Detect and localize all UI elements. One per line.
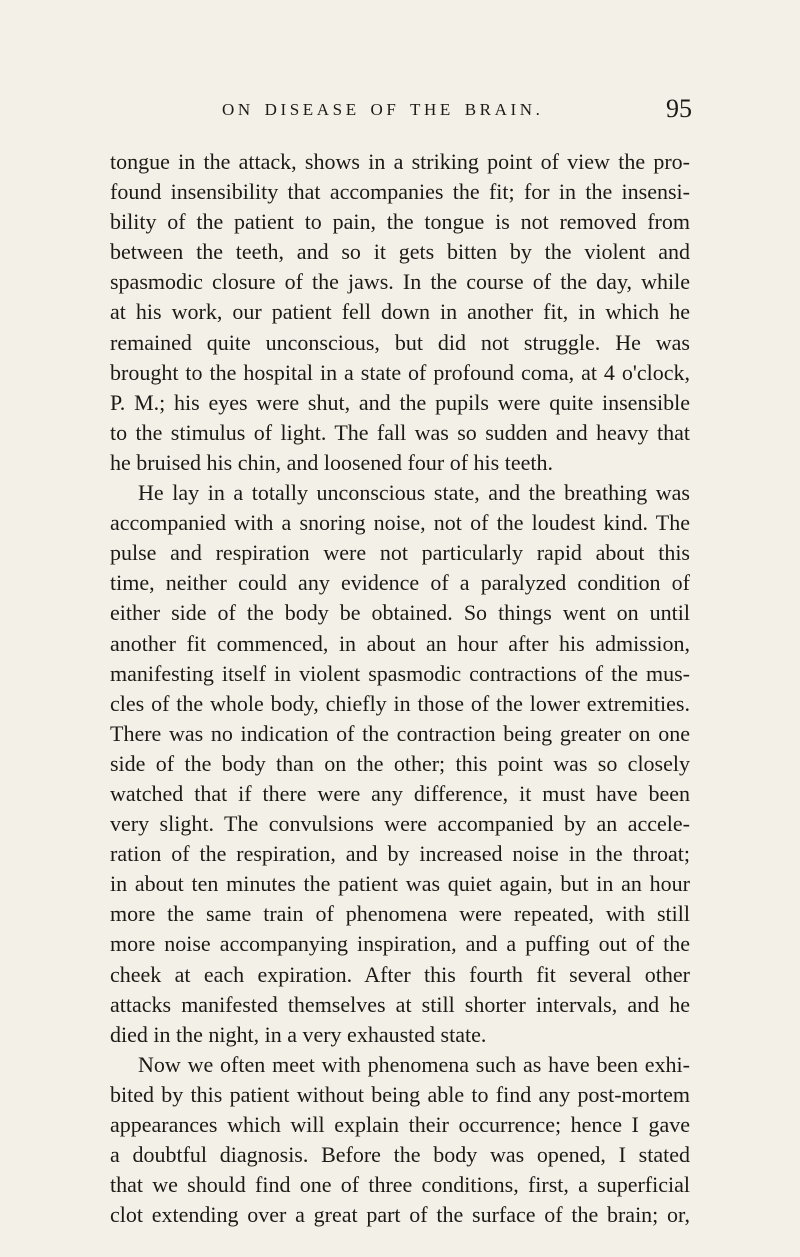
text-line: another fit commenced, in about an hour after his admission, [110, 630, 690, 656]
text-line: There was no indication of the contraction being greater on one [110, 720, 690, 746]
text-line: spasmodic closure of the jaws. In the course of the day, while [110, 269, 690, 295]
text-line: cles of the whole body, chiefly in those of the lower extremities. [110, 690, 690, 716]
text-line: found insensibility that accompanies the fit; for in the insensi- [110, 179, 690, 205]
paragraph-first-line: Now we often meet with phenomena such as have been exhi- [138, 1051, 690, 1077]
text-line: accompanied with a snoring noise, not of the loudest kind. The [110, 510, 690, 536]
text-line: brought to the hospital in a state of profound coma, at 4 o'clock, [110, 359, 690, 385]
text-line: attacks manifested themselves at still shorter intervals, and he [110, 991, 690, 1017]
text-line: side of the body than on the other; this point was so closely [110, 750, 690, 776]
text-line: at his work, our patient fell down in another fit, in which he [110, 299, 690, 325]
text-line: bited by this patient without being able to find any post-mortem [110, 1081, 690, 1107]
page-number: 95 [666, 94, 692, 123]
text-line: bility of the patient to pain, the tongue is not removed from [110, 209, 690, 235]
text-line: pulse and respiration were not particularly rapid about this [110, 540, 690, 566]
running-head [222, 94, 692, 126]
text-line: very slight. The convulsions were accompanied by an accele- [110, 811, 690, 837]
text-line: appearances which will explain their occurrence; hence I gave [110, 1112, 690, 1137]
text-line: P. M.; his eyes were shut, and the pupils were quite insensible [110, 389, 690, 415]
text-line: manifesting itself in violent spasmodic contractions of the mus- [110, 660, 690, 686]
text-line: tongue in the attack, shows in a striking point of view the pro- [110, 149, 690, 174]
text-line: cheek at each expiration. After this fourth fit several other [110, 961, 690, 987]
text-line: either side of the body be obtained. So things went on until [110, 600, 690, 626]
text-line: watched that if there were any difference, it must have been [110, 780, 690, 806]
text-line: more the same train of phenomena were repeated, with still [110, 901, 690, 927]
text-line: that we should find one of three conditions, first, a superficial [110, 1172, 690, 1198]
text-line: to the stimulus of light. The fall was so sudden and heavy that [110, 419, 690, 445]
text-line: between the teeth, and so it gets bitten by the violent and [110, 239, 690, 265]
running-title: ON DISEASE OF THE BRAIN. [222, 100, 544, 119]
text-line: clot extending over a great part of the surface of the brain; or, [110, 1202, 690, 1228]
text-line: more noise accompanying inspiration, and a puffing out of the [110, 931, 690, 957]
text-line: a doubtful diagnosis. Before the body was opened, I stated [110, 1142, 690, 1168]
paragraph-first-line: He lay in a totally unconscious state, and the breathing was [138, 480, 690, 506]
text-line: died in the night, in a very exhausted state. [110, 1021, 487, 1047]
text-line: time, neither could any evidence of a paralyzed condition of [110, 570, 690, 596]
body-text [110, 147, 690, 1230]
text-line: ration of the respiration, and by increased noise in the throat; [110, 841, 690, 867]
text-line: he bruised his chin, and loosened four of his teeth. [110, 449, 553, 475]
text-line: in about ten minutes the patient was quiet again, but in an hour [110, 871, 690, 897]
text-line: remained quite unconscious, but did not struggle. He was [110, 329, 690, 355]
